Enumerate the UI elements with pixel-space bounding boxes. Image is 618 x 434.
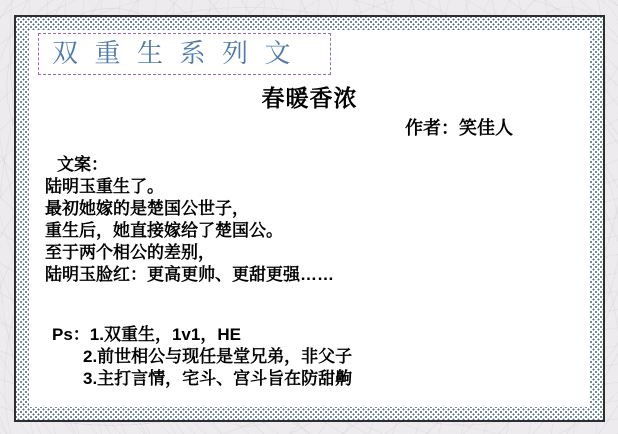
ps-notes-block: [52, 324, 352, 390]
ps-line: 3.主打言情，宅斗、宫斗旨在防甜齁: [83, 369, 353, 388]
story-card: [14, 15, 605, 422]
author-line: 作者：笑佳人: [405, 118, 513, 138]
synopsis-line: 陆明玉脸红：更高更帅、更甜更强……: [45, 265, 334, 284]
ps-line: 2.前世相公与现任是堂兄弟，非父子: [83, 347, 353, 366]
synopsis-heading: 文案：: [57, 155, 108, 174]
synopsis-line: 最初她嫁的是楚国公世子，: [45, 199, 249, 218]
card-content-area: [29, 30, 590, 407]
book-title: 春暖香浓: [261, 85, 358, 111]
synopsis-line: 重生后，她直接嫁给了楚国公。: [45, 221, 283, 240]
series-title-box: [38, 33, 331, 75]
series-title-label: 双 重 生 系 列 文: [52, 39, 296, 68]
synopsis-line: 陆明玉重生了。: [45, 177, 164, 196]
ps-line: Ps：1.双重生，1v1，HE: [52, 325, 241, 344]
synopsis-line: 至于两个相公的差别，: [45, 243, 215, 262]
synopsis-block: [45, 154, 334, 286]
